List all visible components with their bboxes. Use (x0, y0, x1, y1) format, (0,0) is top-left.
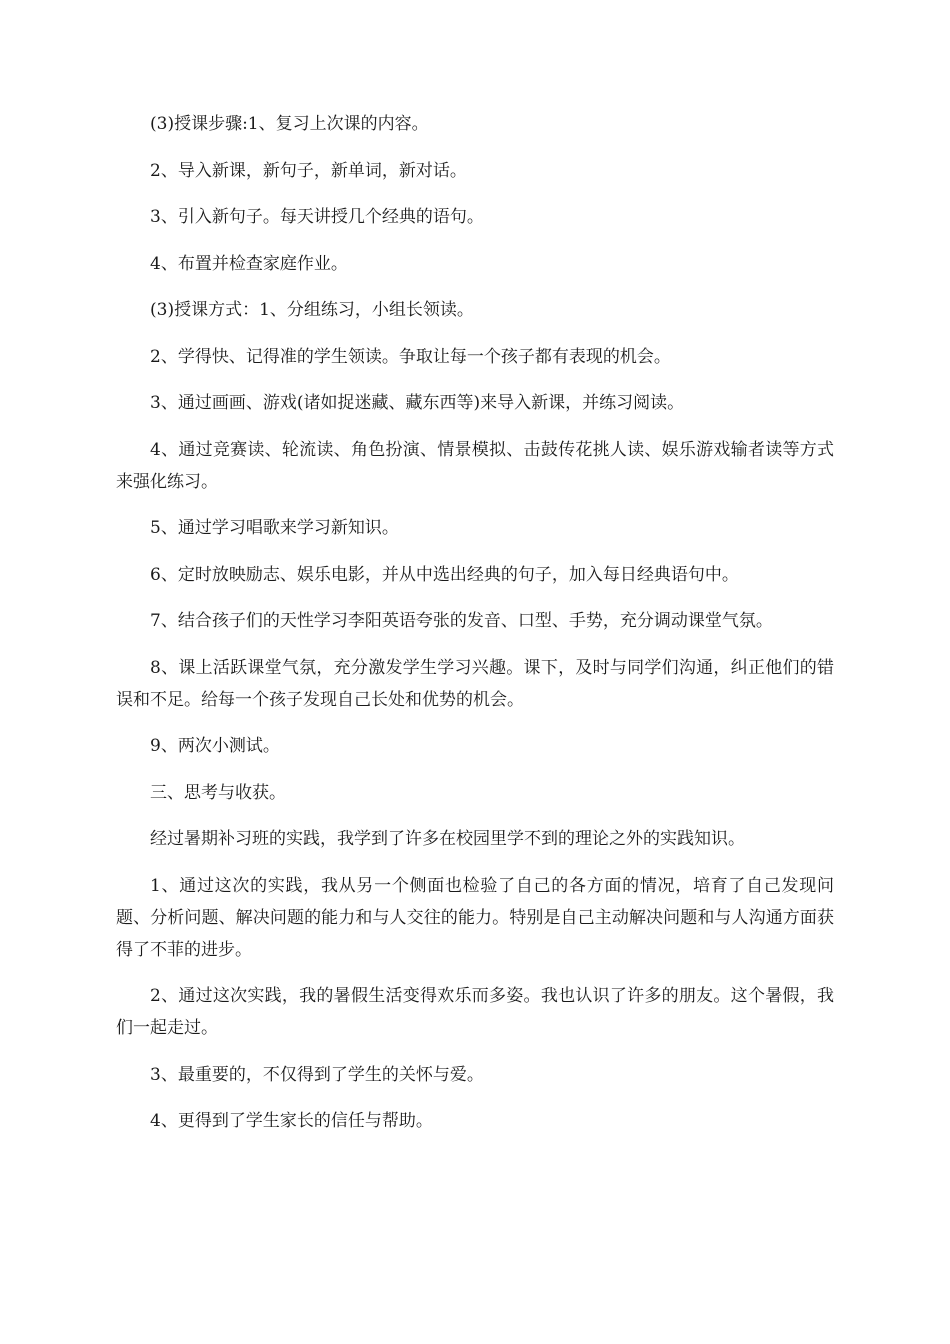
section-heading-reflection: 三、思考与收获。 (150, 782, 286, 803)
paragraph-teaching-steps-1: (3)授课步骤:1、复习上次课的内容。 (150, 114, 429, 134)
paragraph-teaching-methods-8: 8、课上活跃课堂气氛，充分激发学生学习兴趣。课下，及时与同学们沟通，纠正他们的错误和不足。给每一个孩子发现自己长处和优势的机会。 (116, 657, 834, 710)
paragraph-teaching-methods-3: 3、通过画画、游戏(诸如捉迷藏、藏东西等)来导入新课，并练习阅读。 (150, 393, 685, 413)
paragraph-teaching-methods-7: 7、结合孩子们的天性学习李阳英语夸张的发音、口型、手势，充分调动课堂气氛。 (150, 611, 773, 631)
paragraph-reflection-intro: 经过暑期补习班的实践，我学到了许多在校园里学不到的理论之外的实践知识。 (150, 829, 745, 849)
paragraph-teaching-methods-4: 4、通过竞赛读、轮流读、角色扮演、情景模拟、击鼓传花挑人读、娱乐游戏输者读等方式来强化练习。 (116, 439, 834, 492)
document-body (116, 108, 834, 1152)
paragraph-reflection-1: 1、通过这次的实践，我从另一个侧面也检验了自己的各方面的情况，培育了自己发现问题、分析问题、解决问题的能力和与人交往的能力。特别是自己主动解决问题和与人沟通方面获得了不菲的进步。 (116, 875, 834, 960)
paragraph-teaching-methods-2: 2、学得快、记得准的学生领读。争取让每一个孩子都有表现的机会。 (150, 346, 671, 367)
paragraph-teaching-methods-6: 6、定时放映励志、娱乐电影，并从中选出经典的句子，加入每日经典语句中。 (150, 564, 739, 585)
paragraph-teaching-steps-3: 3、引入新句子。每天讲授几个经典的语句。 (150, 207, 484, 227)
paragraph-teaching-steps-4: 4、布置并检查家庭作业。 (150, 253, 348, 274)
paragraph-teaching-methods-1: (3)授课方式：1、分组练习，小组长领读。 (150, 300, 474, 320)
paragraph-teaching-methods-5: 5、通过学习唱歌来学习新知识。 (150, 518, 399, 538)
paragraph-teaching-methods-9: 9、两次小测试。 (150, 736, 280, 756)
paragraph-reflection-3: 3、最重要的，不仅得到了学生的关怀与爱。 (150, 1064, 484, 1085)
paragraph-reflection-4: 4、更得到了学生家长的信任与帮助。 (150, 1111, 433, 1131)
paragraph-reflection-2: 2、通过这次实践，我的暑假生活变得欢乐而多姿。我也认识了许多的朋友。这个暑假，我们一起走过。 (116, 986, 834, 1038)
paragraph-teaching-steps-2: 2、导入新课，新句子，新单词，新对话。 (150, 160, 467, 181)
